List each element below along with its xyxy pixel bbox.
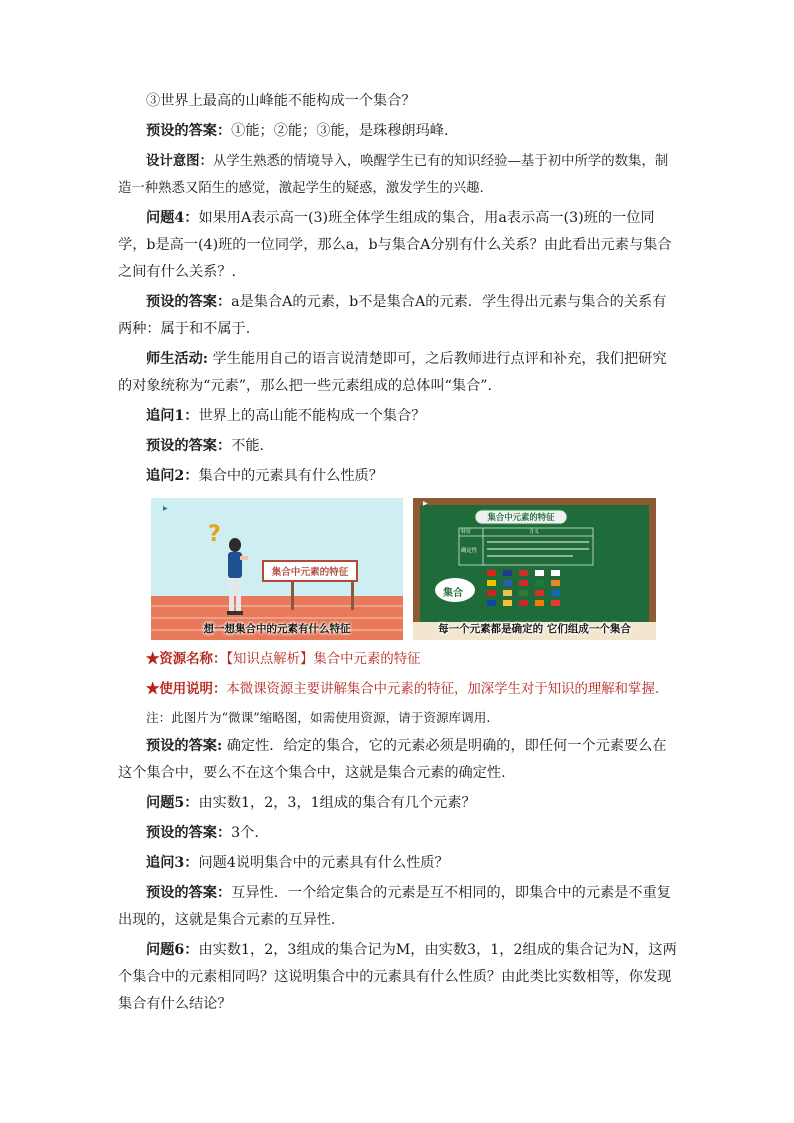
paragraph-answer-3: 预设的答案：不能. (146, 438, 265, 454)
paragraph-followup-3: 追问3：问题4说明集合中的元素具有什么性质？ (146, 855, 449, 871)
video-thumbnails (151, 498, 678, 640)
resource-note: 注：此图片为“微课”缩略图，如需使用资源，请于资源库调用. (146, 710, 491, 725)
thumbnail-right-row-label: 确定性 (461, 548, 478, 554)
thumbnail-right-caption: 每一个元素都是确定的 它们组成一个集合 (438, 623, 631, 635)
document-page (118, 88, 678, 1021)
thumbnail-right-col2: 含义 (529, 529, 540, 535)
paragraph-followup-1: 追问1：世界上的高山能不能构成一个集合？ (146, 408, 426, 424)
thumbnail-right-logo: ▶ (423, 500, 428, 507)
paragraph-question-4: 问题4：如果用A表示高一(3)班全体学生组成的集合，用a表示高一(3)班的一位同学，b是高一(4)班的一位同学，那么a，b与集合A分别有什么关系？由此看出元素与集合之间有什么关系？. (118, 210, 672, 280)
paragraph-answer-2: 预设的答案：a是集合A的元素，b不是集合A的元素．学生得出元素与集合的关系有两种：属于和不属于. (118, 294, 667, 337)
thumbnail-right-bubble: 集合 (443, 588, 463, 599)
thumbnail-left-caption: 想一想集合中的元素有什么特征 (203, 623, 351, 635)
thumbnail-right-col1: 特征 (461, 529, 472, 535)
paragraph-question-6: 问题6：由实数1，2，3组成的集合记为M，由实数3，1，2组成的集合记为N，这两个集合中的元素相同吗？这说明集合中的元素具有什么性质？由此类比实数相等，你发现集合有什么结论？ (118, 942, 677, 1012)
resource-name: ★资源名称：【知识点解析】集合中元素的特征 (146, 651, 421, 667)
thumbnail-left-sign-text: 集合中元素的特征 (271, 567, 349, 578)
paragraph-answer-1: 预设的答案：①能；②能；③能，是珠穆朗玛峰. (146, 123, 449, 139)
thumbnail-right-title: 集合中元素的特征 (487, 512, 555, 522)
video-thumbnail-left[interactable] (151, 498, 403, 640)
paragraph-teacher-activity: 师生活动: 学生能用自己的语言说清楚即可，之后教师进行点评和补充，我们把研究的对象统称为“元素”，那么把一些元素组成的总体叫“集合”. (118, 351, 667, 394)
question-mark-icon: ? (208, 522, 221, 547)
thumbnail-left-logo: ▶ (163, 505, 168, 512)
paragraph-design-intent: 设计意图：从学生熟悉的情境导入，唤醒学生已有的知识经验—基于初中所学的数集，制造一种熟悉又陌生的感觉，激起学生的疑惑，激发学生的兴趣. (118, 153, 669, 196)
paragraph-answer-4: 预设的答案: 确定性．给定的集合，它的元素必须是明确的，即任何一个元素要么在这个集合中，要么不在这个集合中，这就是集合元素的确定性. (118, 738, 667, 781)
paragraph-question-5: 问题5：由实数1，2，3，1组成的集合有几个元素？ (146, 795, 476, 811)
paragraph-answer-6: 预设的答案：互异性．一个给定集合的元素是互不相同的，即集合中的元素是不重复出现的，这就是集合元素的互异性. (118, 885, 671, 928)
paragraph-answer-5: 预设的答案：3个. (146, 825, 259, 841)
paragraph-question-3: ③世界上最高的山峰能不能构成一个集合？ (146, 93, 416, 109)
resource-usage: ★使用说明：本微课资源主要讲解集合中元素的特征，加深学生对于知识的理解和掌握. (146, 681, 660, 697)
paragraph-followup-2: 追问2：集合中的元素具有什么性质？ (146, 468, 383, 484)
video-thumbnail-right[interactable] (413, 498, 656, 640)
